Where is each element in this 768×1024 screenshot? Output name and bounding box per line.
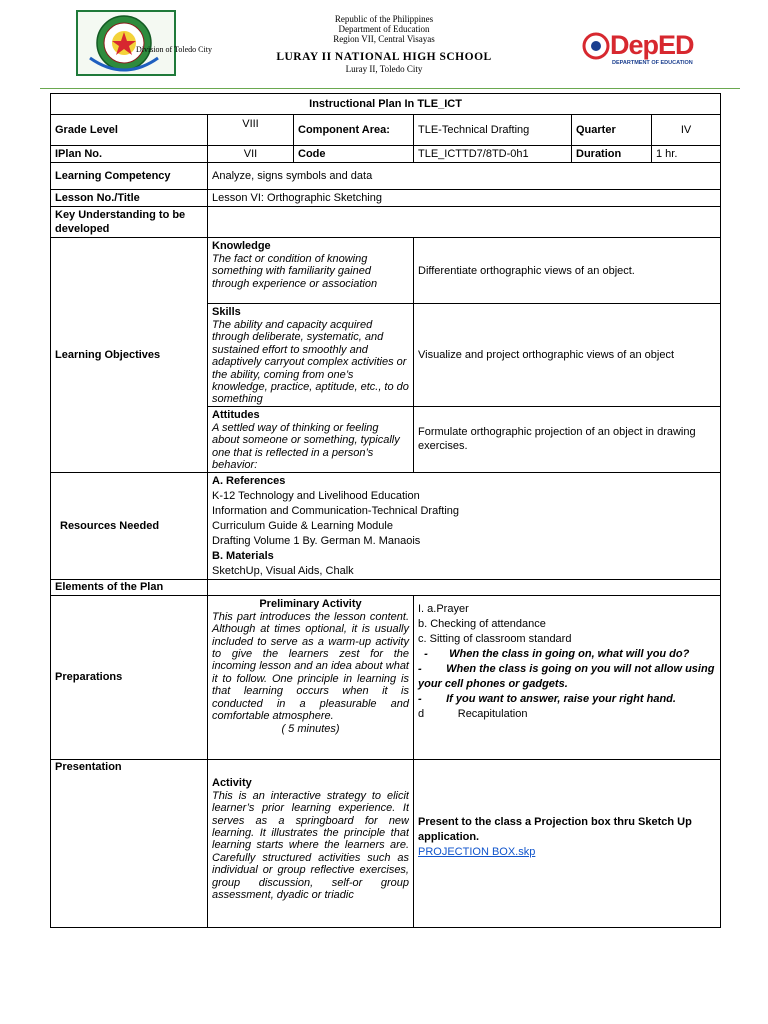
iplan-no-label: IPlan No. xyxy=(51,146,208,163)
preliminary-heading: Preliminary Activity xyxy=(259,597,362,610)
step-prayer: I. a.Prayer xyxy=(418,602,469,615)
resources-cell xyxy=(208,472,721,579)
objective-row-knowledge xyxy=(51,238,721,304)
lesson-value: Lesson VI: Orthographic Sketching xyxy=(208,190,721,207)
objective-domain-cell xyxy=(208,238,414,304)
activity-content xyxy=(212,776,409,927)
activity-heading: Activity xyxy=(212,776,252,789)
department-line: Department of Education xyxy=(338,24,430,34)
header-divider xyxy=(40,88,740,89)
presentation-label: Presentation xyxy=(51,759,208,927)
reference-item: K-12 Technology and Livelihood Education xyxy=(212,489,420,502)
iplan-no-value: VII xyxy=(208,146,294,163)
deped-logo xyxy=(580,26,694,72)
activity-cell xyxy=(208,759,414,927)
table-row xyxy=(51,595,721,759)
quarter-value: IV xyxy=(652,115,721,146)
elements-value xyxy=(208,579,721,595)
duration-value: 1 hr. xyxy=(652,146,721,163)
elements-label: Elements of the Plan xyxy=(51,579,208,595)
learning-objectives-label: Learning Objectives xyxy=(51,238,208,473)
objective-domain-cell xyxy=(208,406,414,472)
rule-text: If you want to answer, raise your right hand. xyxy=(446,692,676,705)
component-area-value: TLE-Technical Drafting xyxy=(414,115,572,146)
resources-label: Resources Needed xyxy=(51,472,208,579)
objective-statement: Visualize and project orthographic views of an object xyxy=(414,304,721,407)
objective-statement: Formulate orthographic projection of an object in drawing exercises. xyxy=(414,406,721,472)
objective-statement: Differentiate orthographic views of an object. xyxy=(414,238,721,304)
rule-item: - When the class is going on you will not allow using your cell phones or gadgets. xyxy=(418,662,715,690)
step-attendance: b. Checking of attendance xyxy=(418,617,546,630)
objective-domain-cell xyxy=(208,304,414,407)
key-understanding-value xyxy=(208,207,721,238)
presentation-content xyxy=(418,815,716,860)
lesson-label: Lesson No./Title xyxy=(51,190,208,207)
table-row xyxy=(51,579,721,595)
republic-line: Republic of the Philippines xyxy=(334,14,434,24)
preliminary-time: ( 5 minutes) xyxy=(281,722,340,735)
table-row xyxy=(51,759,721,927)
preliminary-description: This part introduces the lesson content. Although at times optional, it is usually included to serve as a warm-up activity to give the learners zest for the incoming lesson and an idea about what it to follow. One principle in learning is that learning occurs when it is conducted in a pleasurable and comfortable atmosphere. xyxy=(212,610,409,723)
objective-description: The fact or condition of knowing something with familiarity gained through experience or association xyxy=(212,253,378,290)
school-location: Luray II, Toledo City xyxy=(345,64,423,74)
learning-competency-label: Learning Competency xyxy=(51,163,208,190)
reference-item: Drafting Volume 1 By. German M. Manaois xyxy=(212,534,421,547)
school-name: LURAY II NATIONAL HIGH SCHOOL xyxy=(276,51,492,63)
grade-level-value: VIII xyxy=(208,115,294,146)
rule-item: - When the class in going on, what will you do? xyxy=(418,647,690,660)
presentation-cell xyxy=(414,759,721,927)
objective-description: A settled way of thinking or feeling about someone or something, typically one that is reflected in a person’s behavior: xyxy=(212,421,400,472)
activity-description: This is an interactive strategy to elicit learner’s prior learning experience. It serves as a springboard for new learning. It illustrates the principle that learning starts where the learners are. Carefully structured activities such as individual or group reflective exercises, group discussion, self-or group assessment, dyadic or triadic xyxy=(212,789,409,902)
deped-subtext: DEPARTMENT OF EDUCATION xyxy=(612,60,693,66)
plan-title: Instructional Plan In TLE_ICT xyxy=(51,94,721,115)
code-value: TLE_ICTTD7/8TD-0h1 xyxy=(414,146,572,163)
instructional-plan-table xyxy=(50,93,721,928)
quarter-label: Quarter xyxy=(572,115,652,146)
duration-label: Duration xyxy=(572,146,652,163)
reference-item: Curriculum Guide & Learning Module xyxy=(212,519,393,532)
objective-description: The ability and capacity acquired through deliberate, systematic, and sustained effort to smoothly and adaptively carryout complex activities or the ability, coming from one’s knowledge, practice, aptitude, etc., to do something xyxy=(212,319,409,406)
table-row xyxy=(51,163,721,190)
preparation-steps-cell xyxy=(414,595,721,759)
step-classroom-standard: c. Sitting of classroom standard xyxy=(418,632,572,645)
table-row xyxy=(51,146,721,163)
table-row xyxy=(51,94,721,115)
presentation-text: Present to the class a Projection box thru Sketch Up application. xyxy=(418,815,692,843)
rule-text: When the class is going on you will not allow using your cell phones or gadgets. xyxy=(418,662,715,690)
table-row xyxy=(51,115,721,146)
region-line: Region VII, Central Visayas xyxy=(333,34,435,44)
preparations-label: Preparations xyxy=(51,595,208,759)
recap-letter: d xyxy=(418,707,425,720)
step-recap xyxy=(418,707,716,722)
reference-item: Information and Communication-Technical Drafting xyxy=(212,504,460,517)
references-heading: A. References xyxy=(212,474,286,487)
deped-wordmark: DepED xyxy=(610,30,694,60)
preliminary-cell xyxy=(208,595,414,759)
objective-heading: Knowledge xyxy=(212,240,271,252)
recap-label: Recapitulation xyxy=(457,707,528,720)
materials-value: SketchUp, Visual Aids, Chalk xyxy=(212,564,354,577)
table-row xyxy=(51,190,721,207)
code-label: Code xyxy=(294,146,414,163)
objective-heading: Attitudes xyxy=(212,408,260,421)
materials-heading: B. Materials xyxy=(212,549,274,562)
grade-level-label: Grade Level xyxy=(51,115,208,146)
rule-item: - If you want to answer, raise your right hand. xyxy=(418,692,676,705)
projection-box-link[interactable]: PROJECTION BOX.skp xyxy=(418,845,536,858)
division-label: Division of Toledo City xyxy=(136,45,212,54)
table-row xyxy=(51,207,721,238)
rule-text: When the class in going on, what will you do? xyxy=(449,647,690,660)
objective-heading: Skills xyxy=(212,306,241,318)
key-understanding-label: Key Understanding to be developed xyxy=(51,207,208,238)
component-area-label: Component Area: xyxy=(294,115,414,146)
learning-competency-value: Analyze, signs symbols and data xyxy=(208,163,721,190)
table-row xyxy=(51,472,721,579)
